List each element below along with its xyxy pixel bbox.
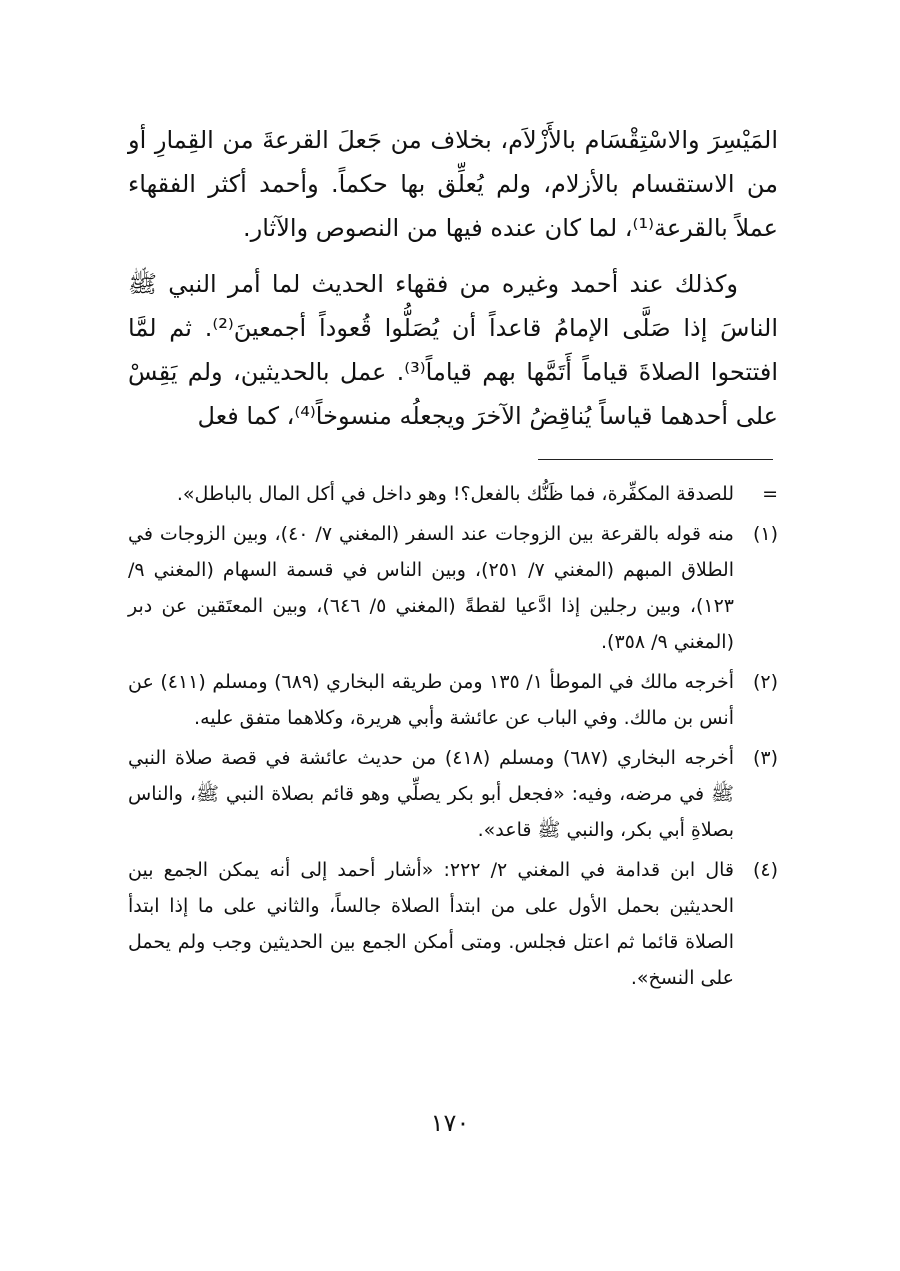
footnote-marker: = xyxy=(762,483,778,505)
footnote-text: أخرجه مالك في الموطأ ١/ ١٣٥ ومن طريقه البخاري (٦٨٩) ومسلم (٤١١) عن أنس بن مالك. وفي الباب عن عائشة وأبي هريرة، وكلاهما متفق عليه. xyxy=(128,671,734,729)
footnote-number: (٤) xyxy=(752,859,778,881)
footnote-4 xyxy=(128,852,778,996)
footnote-continuation xyxy=(128,476,778,512)
main-paragraph-1: المَيْسِرَ والاسْتِقْسَام بالأَزْلاَم، بخلاف من جَعلَ القرعةَ من القِمارِ أو من الاستقسام بالأزلام، ولم يُعلِّق بها حكماً. وأحمد أكثر الفقهاء عملاً بالقرعة⁽¹⁾، لما كان عنده فيها من النصوص والآثار. xyxy=(128,126,778,242)
footnote-text: للصدقة المكفِّرة، فما ظَنُّك بالفعل؟! وهو داخل في أكل المال بالباطل». xyxy=(176,483,734,505)
footnote-1 xyxy=(128,516,778,660)
footnote-text: قال ابن قدامة في المغني ٢/ ٢٢٢: «أشار أحمد إلى أنه يمكن الجمع بين الحديثين بحمل الأول على من ابتدأ الصلاة جالساً، والثاني على ما إذا ابتدأ الصلاة قائما ثم اعتل فجلس. ومتى أمكن الجمع بين الحديثين وجب ولم يحمل على النسخ». xyxy=(128,859,734,989)
page-number: ١٧٠ xyxy=(430,1109,470,1137)
footnote-number: (٢) xyxy=(752,671,778,693)
footnote-2 xyxy=(128,664,778,736)
footnote-text: أخرجه البخاري (٦٨٧) ومسلم (٤١٨) من حديث عائشة في قصة صلاة النبي ﷺ في مرضه، وفيه: «فجعل أبو بكر يصلِّي وهو قائم بصلاة النبي ﷺ، والناس بصلاةِ أبي بكر، والنبي ﷺ قاعد». xyxy=(128,747,734,841)
footnote-separator xyxy=(538,459,773,460)
footnotes-section xyxy=(128,476,778,1000)
footnote-number: (٣) xyxy=(752,747,778,769)
main-paragraph-2: وكذلك عند أحمد وغيره من فقهاء الحديث لما أمر النبي ﷺ الناسَ إذا صَلَّى الإمامُ قاعداً أن يُصَلُّوا قُعوداً أجمعينَ⁽²⁾. ثم لمَّا افتتحوا الصلاةَ قياماً أَتَمَّها بهم قياماً⁽³⁾. عمل بالحديثين، ولم يَقِسْ على أحدهما قياساً يُناقِضُ الآخرَ ويجعلُه منسوخاً⁽⁴⁾، كما فعل xyxy=(128,270,778,430)
main-text-body xyxy=(128,118,778,438)
footnote-number: (١) xyxy=(752,523,778,545)
footnote-3 xyxy=(128,740,778,848)
footnote-text: منه قوله بالقرعة بين الزوجات عند السفر (المغني ٧/ ٤٠)، وبين الزوجات في الطلاق المبهم (المغني ٧/ ٢٥١)، وبين الناس في قسمة السهام (المغني ٩/ ١٢٣)، وبين رجلين إذا ادَّعيا لقطةً (المغني ٥/ ٦٤٦)، وبين المعتَقين عن دبر (المغني ٩/ ٣٥٨). xyxy=(128,523,735,653)
